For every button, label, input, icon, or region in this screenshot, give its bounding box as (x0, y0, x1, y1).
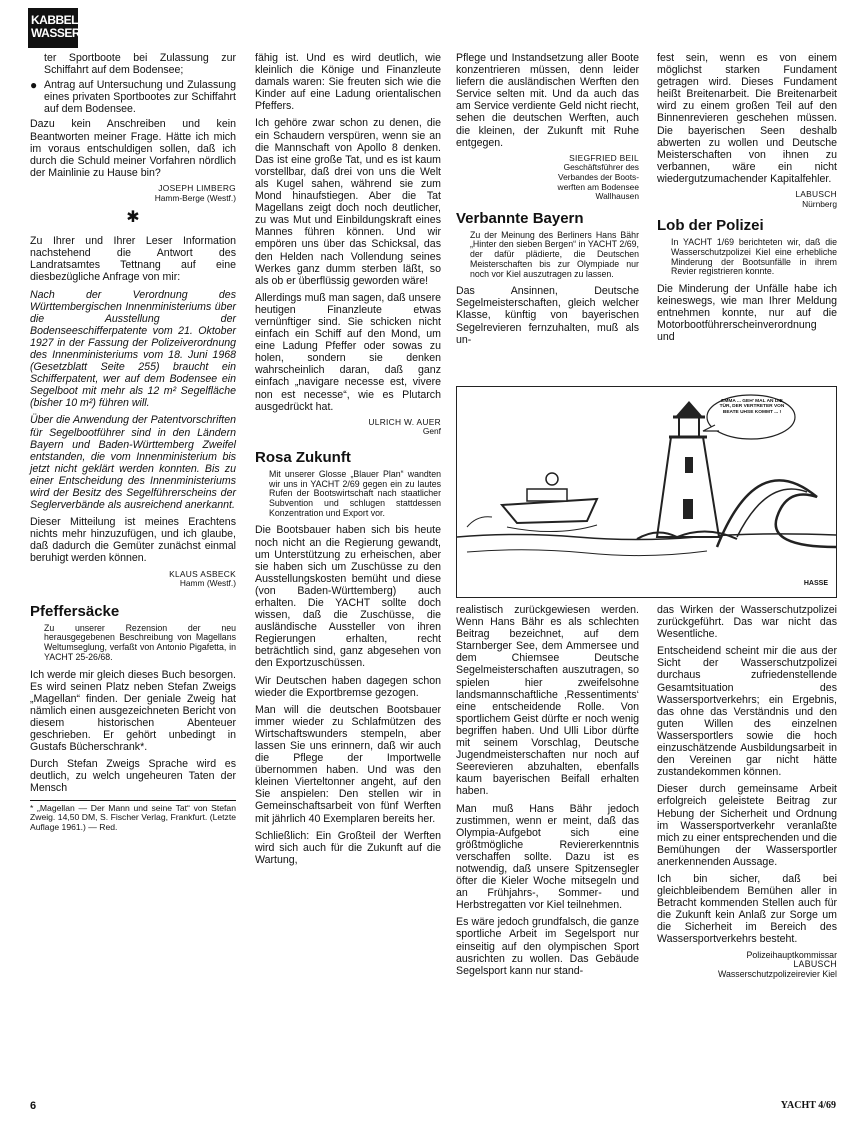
paragraph: realistisch zurückgewiesen werden. Wenn Hans Bähr es als schlechten Beitrag bezeichnet, auf dem Starnberger See, dem Ammersee und dem Chiemsee Deutsche Segelmeisterschaften auszutragen, so spielen hier zweifelsohne landsmannschaftliche ‚Ressentiments‘ eine entscheidende Rolle. Von sportlichem Geist dürfte er noch wenig begriffen haben. Und Ulli Libor dürfte mit seinem Vorschlag, Deutsche Jugendmeisterschaften nur noch auf Seerevieren abzuhalten, ebenfalls kaum bayerischen Beifall erhalten haben. (456, 604, 639, 798)
paragraph: Nach der Verordnung des Württembergischen Innenministeriums über die Ausstellung der Bodenseeschifferpatente vom 21. Oktober 1927 in der Fassung der Polizeiverordnung des Innenministeriums vom 18. Juni 1968 (Gesetzblatt Seite 255) braucht ein Schifferpatent, wer auf dem Bodensee ein Segelboot mit mehr als 12 m² Segelfläche (bisher 10 m²) führen will. (30, 288, 236, 410)
heading-pfeffersaecke: Pfeffersäcke (30, 602, 120, 620)
paragraph: Zu Ihrer und Ihrer Leser Information nachstehend die Antwort des Landratsamtes Tettnang auf eine diesbezügliche Anfrage von mir: (30, 235, 236, 284)
paragraph: Ich werde mir gleich dieses Buch besorgen. Es wird seinen Platz neben Stefan Zweigs „Magellan“ finden. Der geniale Zweig hat nämlich einen ausgezeichneten Bericht von diesem historischen Abenteuer geschrieben. Er gehört unbedingt in Gustafs Bücherschrank*. (30, 668, 236, 754)
paragraph: Ich gehöre zwar schon zu denen, die ein Schaudern verspüren, wenn sie an die Mannschaft von Apollo 8 denken. Das ist eine große Tat, und es ist kaum vorstellbar, daß drei von uns die Welt als Kugel sahen, während sie zum Mond hinaufstiegen. Aber die Tat Magellans zeigt doch noch deutlicher, zu was Mut und Einbildungskraft eines Mannes führen können. Und wir empören uns über das Schicksal, das den Helden nach Vollendung seines Werkes ganz dumm sterben läßt, so als ob er überflüssig geworden wäre! (255, 117, 441, 287)
bullet-icon: ● (30, 78, 38, 93)
paragraph: Es wäre jedoch grundfalsch, die ganze sportliche Arbeit im Segelsport nur einseitig auf den olympischen Sport ausrichten zu wollen. Das Gebäude Segelsport kann nur stand- (456, 916, 639, 977)
heading-lob-der-polizei: Lob der Polizei (657, 217, 764, 235)
paragraph: Man muß Hans Bähr jedoch zustimmen, wenn er meint, daß das Olympia-Aufgebot sich eine größtmögliche Reviererkenntnis verschaffen sollte. Dazu ist es notwendig, daß unsere Spitzensegler öfter die Kieler Woche mitsegeln und an Frühjahrs-, Sommer- und Herbstregatten vor Kiel teilnehmen. (456, 802, 639, 912)
heading-rosa-zukunft: Rosa Zukunft (255, 448, 351, 466)
artist-signature: HASSE (803, 580, 828, 587)
paragraph: Dazu kein Anschreiben und kein Beantworten meiner Frage. Hätte ich mich im voraus entschuldigen sollen, daß ich durch die Schuld meiner Vorfahren nördlich der Mainlinie zu Hause bin? (30, 118, 236, 179)
signature: ULRICH W. AUER Genf (368, 416, 441, 437)
column-1 (30, 52, 236, 832)
list-item: ● Antrag auf Untersuchung und Zulassung eines privaten Sportbootes zur Schiffahrt auf dem Bodensee. (30, 78, 236, 116)
paragraph: Entscheidend scheint mir die aus der Sicht der Wasserschutzpolizei durchaus zufriedenstellende Gesamtsituation des Wassersportverkehrs; ein Ergebnis, das ohne das Verständnis und den guten Willen des einzelnen Wassersportlers sowie die hoch einzuschätzende Ausbildungsarbeit in den Vereinen gar nicht hätte zustandekommen können. (657, 645, 837, 779)
paragraph: Pflege und Instandsetzung aller Boote konzentrieren müssen, denn leider liefern die ausländischen Werften den Service selten mit. Und da auch das am Service verdiente Geld nicht riecht, sehen die deutschen Werften, auch die kleinen, der Zukunft mit Ruhe entgegen. (456, 52, 639, 149)
paragraph: Allerdings muß man sagen, daß unsere heutigen Finanzleute etwas vernünftiger sind. Sie schicken nicht einfach ein Schiff auf den Mond, um eine Ladung Pfeffer oder sowas zu holen, sondern sie denken wahrscheinlich daran, daß ganz einfach „navigare necesse est, vivere non est necesse“, wie es Plutarch ausgedrückt hat. (255, 291, 441, 413)
column-2 (255, 52, 441, 871)
page-number: 6 (30, 1100, 37, 1112)
paragraph: Die Minderung der Unfälle habe ich keineswegs, wie man Ihrer Meldung entnehmen konnte, nur auf die Motorbootführerscheinverordnung und (657, 283, 837, 344)
paragraph: Wir Deutschen haben dagegen schon wieder die Exportbremse gezogen. (255, 674, 441, 699)
kabbelwasser-logo: KABBEL WASSER (28, 8, 78, 48)
paragraph: Schließlich: Ein Großteil der Werften wird sich auch für die Zukunft auf die Wartung, (255, 829, 441, 866)
list-item: ter Sportboote bei Zulassung zur Schiffahrt auf dem Bodensee; (44, 52, 236, 77)
column-3 (456, 52, 639, 351)
signature: LABUSCH Nürnberg (795, 189, 837, 209)
paragraph: Das Ansinnen, Deutsche Segelmeisterschaften, gleich welcher Klasse, künftig von bayerischen Segelrevieren fernzuhalten, muß als un- (456, 285, 639, 346)
signature: KLAUS ASBECK Hamm (Westf.) (169, 568, 236, 589)
heading-verbannte-bayern: Verbannte Bayern (456, 209, 584, 227)
paragraph: Dieser Mitteilung ist meines Erachtens nichts mehr hinzuzufügen, und ich glaube, daß dadurch die Gemüter zunächst einmal beruhigt werden können. (30, 516, 236, 565)
paragraph: das Wirken der Wasserschutzpolizei zurückgeführt. Das war nicht das Wesentliche. (657, 604, 837, 641)
lead-text: Zu der Meinung des Berliners Hans Bähr „Hinter den sieben Bergen“ in YACHT 2/69, der dafür plädierte, die Deutschen Meisterschaften bis zur Olympiade nur noch vor Kiel auszutragen zu lassen. (470, 229, 639, 279)
cartoon-illustration (456, 386, 837, 598)
footnote: * „Magellan — Der Mann und seine Tat“ von Stefan Zweig. 14,50 DM, S. Fischer Verlag, Frankfurt. (Letzte Auflage 1961.) — Red. (30, 800, 236, 833)
signature: SIEGFRIED BEIL Geschäftsführer des Verbandes der Boots- werften am Bodensee Wallhausen (557, 152, 639, 202)
paragraph: Ich bin sicher, daß bei gleichbleibendem Bemühen aller in Betracht kommenden Stellen auch für die Zukunft kein Anlaß zur Sorge um die Sicherheit im Bereich des Wassersportverkehrs besteht. (657, 872, 837, 946)
paragraph: Dieser durch gemeinsame Arbeit erfolgreich geleistete Beitrag zur Hebung der Sicherheit und Ordnung im Wassersportverkehr veranlaßte mich zu einer entsprechenden und die Bemühungen der Wassersportler anerkennenden Aussage. (657, 783, 837, 868)
paragraph: Die Bootsbauer haben sich bis heute noch nicht an die Regierung gewandt, um Unterstützung zu erheischen, aber sie haben sich um Zuschüsse zu den Ausstellungskosten bemüht und diese (von Baden-Württemberg) auch erhalten. Die YACHT sollte doch wissen, daß die Zuschüsse, die ausländische Aussteller von ihren Regierungen erhalten, recht beträchtlich sind, ganz abgesehen von den Exportzuschüssen. (255, 524, 441, 670)
speech-bubble-text: EMMA ... GEH' MAL AN DIE TÜR, DER VERTRETER VON BEATE UHSE KOMMT ... ! (719, 399, 785, 415)
lead-text: In YACHT 1/69 berichteten wir, daß die Wasserschutzpolizei Kiel eine erhebliche Minderung der Bootsunfälle in ihrem Revier registrieren konnte. (671, 237, 837, 277)
lead-text: Mit unserer Glosse „Blauer Plan“ wandten wir uns in YACHT 2/69 gegen ein zu lautes Rufen der Bootswirtschaft nach staatlicher Subvention und schlugen stattdessen Konzentration und Export vor. (269, 468, 441, 518)
column-4-lower (657, 604, 837, 985)
star-separator-icon: ✱ (126, 209, 140, 227)
signature: Polizeihauptkommissar LABUSCH Wasserschutzpolizeirevier Kiel (718, 949, 837, 979)
signature: JOSEPH LIMBERG Hamm-Berge (Westf.) (154, 182, 236, 203)
paragraph: Durch Stefan Zweigs Sprache wird es deutlich, zu welch ungeheuren Taten der Mensch (30, 758, 236, 795)
lead-text: Zu unserer Rezension der neu herausgegebenen Beschreibung von Magellans Weltumseglung, verfaßt von Antonio Pigafetta, in YACHT 25-26/68. (44, 622, 236, 662)
paragraph: Man will die deutschen Bootsbauer immer wieder zu Schlafmützen des Wirtschaftswunders stempeln, aber lassen Sie uns erinnern, daß wir auch die Pflege der Importwelle übernommen haben. Und was den kleinen Vierteltonner angeht, auf den Sie anspielen: Den stellen wir in Gemeinschaftsarbeit von fünf Werften mit jährlich 40 Exemplaren bereits her. (255, 703, 441, 825)
paragraph: fest sein, wenn es von einem möglichst starken Fundament getragen wird. Dieses Fundament heißt Breitenarbeit. Die Breitenarbeit wird zu einem großen Teil auf den Binnenrevieren geschehen müssen. Die bayerischen Seen deshalb abwerten zu wollen und Deutsche Meisterschaften von ihnen zu verbannen, wäre ein nicht wiedergutzumachender Kapitalfehler. (657, 52, 837, 185)
issue-label: YACHT 4/69 (780, 1100, 836, 1111)
paragraph: fähig ist. Und es wird deutlich, wie kleinlich die Könige und Finanzleute damals waren: Sie freuten sich wie die Kinder auf eine Ladung orientalischen Pfeffers. (255, 52, 441, 113)
column-4 (657, 52, 837, 349)
column-3-lower (456, 604, 639, 982)
lighthouse-cartoon-icon (457, 387, 836, 597)
paragraph: Über die Anwendung der Patentvorschriften für Segelbootführer sind in den Ländern Bayern und Baden-Württemberg Zweifel entstanden, die vom Innenministerium bis jetzt nicht geklärt werden konnten. Bis zu einer Entscheidung des Innenministeriums wird der Besitz des Segelführerscheins der Seglerverbände als ausreichend anerkannt. (30, 414, 236, 512)
